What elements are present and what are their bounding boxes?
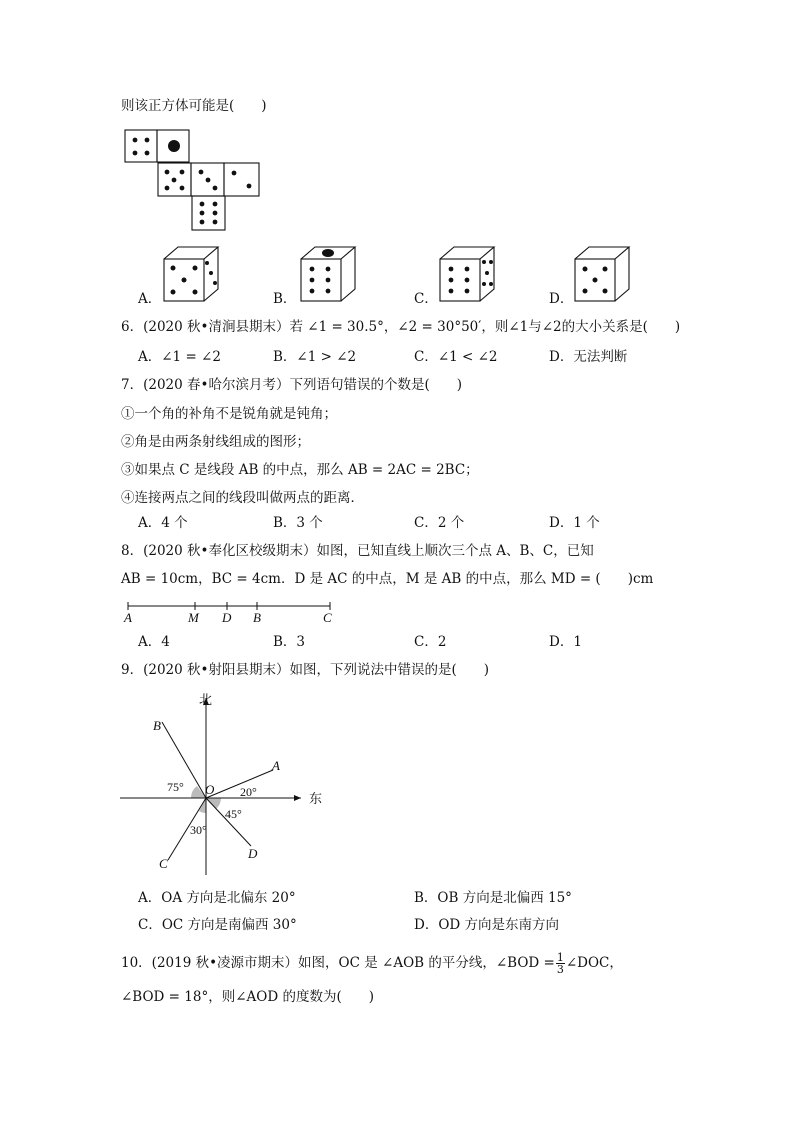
north-label: 北: [199, 693, 213, 708]
cube-option-b: [299, 245, 369, 305]
q5-option-b[interactable]: B．: [273, 291, 297, 307]
q8-option-c[interactable]: C．2: [414, 634, 447, 650]
q9-option-b[interactable]: B．OB 方向是北偏西 15°: [414, 890, 572, 906]
q10-stem-part2: ∠DOC，: [565, 955, 623, 971]
q6-stem: 6．(2020 秋•清涧县期末）若 ∠1 = 30.5°，∠2 = 30°50′，则∠1与∠2的大小关系是( ): [121, 319, 681, 335]
q9-stem: 9．(2020 秋•射阳县期末）如图，下列说法中错误的是( ): [121, 662, 489, 678]
q7-statement-2: ②角是由两条射线组成的图形；: [121, 434, 310, 450]
q7-option-b[interactable]: B．3 个: [273, 515, 323, 531]
q5-option-d[interactable]: D．: [549, 291, 574, 307]
point-label-a: A: [272, 758, 280, 773]
q6-option-a[interactable]: A．∠1 = ∠2: [138, 349, 221, 365]
cube-option-a: [162, 245, 232, 305]
q9-option-a[interactable]: A．OA 方向是北偏东 20°: [138, 890, 296, 906]
point-label-d: D: [222, 610, 232, 625]
cube-option-d: [573, 245, 643, 305]
point-label-b: B: [153, 718, 161, 733]
q7-option-d[interactable]: D．1 个: [549, 515, 600, 531]
point-label-o: O: [205, 782, 215, 797]
cube-option-c: [438, 245, 508, 305]
q8-option-d[interactable]: D．1: [549, 634, 582, 650]
q9-option-d[interactable]: D．OD 方向是东南方向: [414, 917, 560, 933]
q10-stem-line2: ∠BOD = 18°，则∠AOD 的度数为( ): [121, 989, 374, 1005]
point-label-m: M: [188, 610, 199, 625]
q7-statement-4: ④连接两点之间的线段叫做两点的距离．: [121, 490, 364, 506]
angle-label-30: 30°: [190, 823, 207, 837]
q9-compass-figure: [115, 690, 355, 880]
q5-option-c[interactable]: C．: [414, 291, 438, 307]
fraction: [556, 952, 565, 975]
q7-statement-1: ①一个角的补角不是锐角就是钝角；: [121, 406, 337, 422]
q7-option-a[interactable]: A．4 个: [138, 515, 188, 531]
q9-option-c[interactable]: C．OC 方向是南偏西 30°: [138, 917, 297, 933]
q6-option-b[interactable]: B．∠1 > ∠2: [273, 349, 357, 365]
fraction-denominator: 3: [556, 963, 564, 976]
q8-segment-figure: [120, 598, 360, 628]
q8-stem-line2: AB = 10cm，BC = 4cm．D 是 AC 的中点，M 是 AB 的中点，那么 MD = ( )cm: [121, 571, 654, 587]
fraction-numerator: 1: [556, 951, 564, 964]
east-label: 东: [309, 792, 323, 807]
q5-stem: 则该正方体可能是( ): [121, 98, 267, 114]
angle-label-75: 75°: [167, 780, 184, 794]
q7-statement-3: ③如果点 C 是线段 AB 的中点，那么 AB = 2AC = 2BC；: [121, 462, 479, 478]
q10-stem-part1: 10．(2019 秋•凌源市期末）如图，OC 是 ∠AOB 的平分线，∠BOD =: [121, 955, 555, 971]
point-label-a: A: [124, 610, 132, 625]
q8-option-a[interactable]: A．4: [138, 634, 170, 650]
q5-option-a[interactable]: A．: [138, 291, 162, 307]
q8-option-b[interactable]: B．3: [273, 634, 306, 650]
point-label-b: B: [253, 610, 261, 625]
point-label-d: D: [248, 846, 258, 861]
point-label-c: C: [159, 856, 168, 871]
point-label-c: C: [323, 610, 332, 625]
angle-label-20: 20°: [240, 785, 257, 799]
q8-stem-line1: 8．(2020 秋•奉化区校级期末）如图，已知直线上顺次三个点 A、B、C，已知: [121, 543, 594, 559]
q6-option-c[interactable]: C．∠1 < ∠2: [414, 349, 498, 365]
angle-label-45: 45°: [225, 807, 242, 821]
q7-option-c[interactable]: C．2 个: [414, 515, 465, 531]
q10-stem-line1: [121, 952, 623, 975]
q6-option-d[interactable]: D．无法判断: [549, 349, 628, 365]
q7-stem: 7．(2020 春•哈尔滨月考）下列语句错误的个数是( ): [121, 377, 462, 393]
